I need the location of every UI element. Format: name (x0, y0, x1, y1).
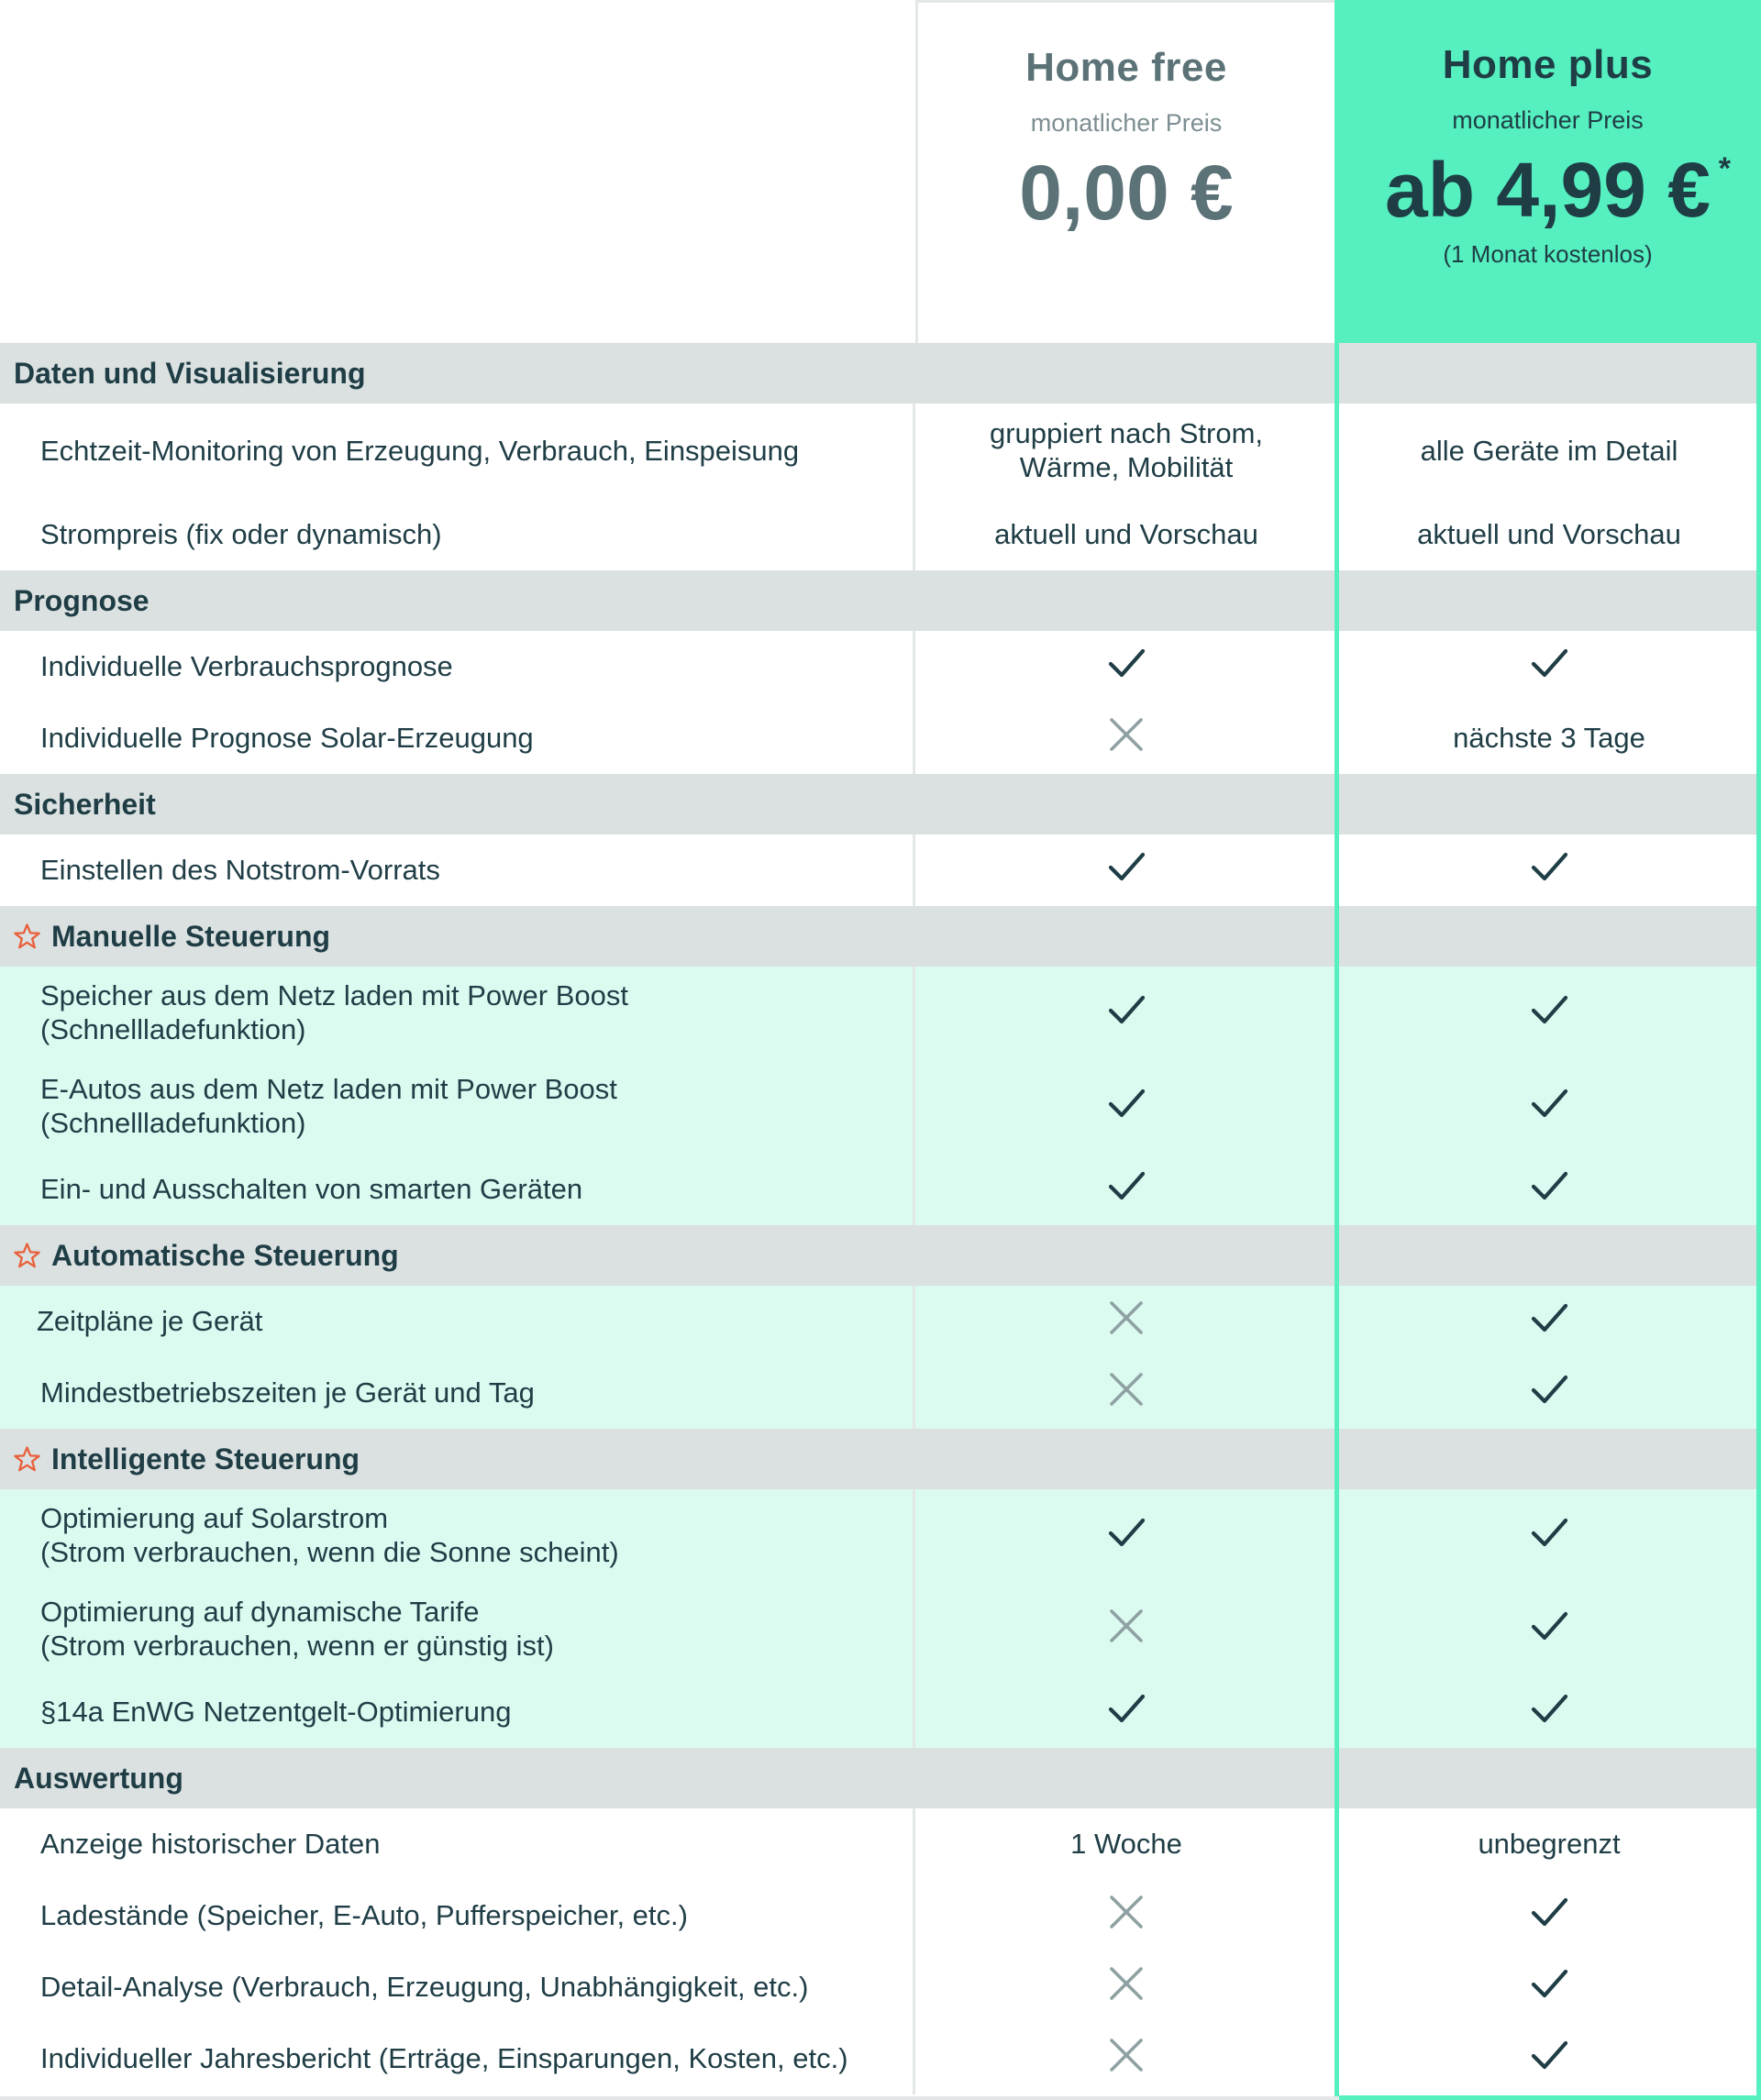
feature-label (0, 1154, 915, 1225)
check-icon (1525, 1294, 1573, 1350)
section-title (0, 1225, 915, 1286)
section-cell-free (915, 906, 1337, 967)
cross-icon (1102, 1365, 1150, 1421)
section-title-text: Sicherheit (14, 787, 156, 821)
feature-row-echtzeit-monitoring-von-erzeugung-verbra (0, 403, 1761, 499)
check-icon (1525, 986, 1573, 1042)
included-plus (1337, 1951, 1761, 2023)
included-plus (1337, 1880, 1761, 1951)
feature-value-text: alle Geräte im Detail (1420, 434, 1678, 467)
plan-subtitle-home-free: monatlicher Preis (1030, 109, 1223, 137)
feature-value-free (915, 1808, 1337, 1880)
feature-label (0, 702, 915, 774)
included-plus (1337, 967, 1761, 1060)
feature-label (0, 1357, 915, 1429)
feature-label (0, 631, 915, 702)
feature-label (0, 834, 915, 906)
section-title (0, 343, 915, 403)
feature-label (0, 403, 915, 499)
feature-label (0, 1676, 915, 1748)
feature-row-optimierung-auf-solarstrom-strom-verbrau (0, 1489, 1761, 1583)
included-plus (1337, 1357, 1761, 1429)
included-plus (1337, 2023, 1761, 2094)
included-plus (1337, 834, 1761, 906)
section-title (0, 774, 915, 834)
check-icon (1102, 843, 1150, 899)
not-included-free (915, 1357, 1337, 1429)
check-icon (1525, 639, 1573, 695)
feature-label (0, 967, 915, 1060)
check-icon (1525, 1685, 1573, 1741)
feature-row-ladestände-speicher-e-auto-pufferspeiche (0, 1880, 1761, 1951)
section-automatische-steuerung (0, 1225, 1761, 1286)
feature-label-text: Optimierung auf Solarstrom (Strom verbrauchen, wenn die Sonne scheint) (40, 1502, 619, 1568)
section-title (0, 570, 915, 631)
section-prognose (0, 570, 1761, 631)
section-auswertung (0, 1748, 1761, 1808)
feature-row-14a-enwg-netzentgelt-optimierung (0, 1676, 1761, 1748)
feature-row-individueller-jahresbericht-erträge-eins (0, 2023, 1761, 2094)
feature-label-text: Strompreis (fix oder dynamisch) (40, 517, 442, 550)
check-icon (1525, 2031, 1573, 2087)
feature-value-text: 1 Woche (1070, 1827, 1182, 1860)
section-cell-free (915, 343, 1337, 403)
section-cell-free (915, 1225, 1337, 1286)
section-cell-free (915, 774, 1337, 834)
check-icon (1102, 1162, 1150, 1218)
plan-price-home-plus (1385, 146, 1731, 235)
section-title-text: Daten und Visualisierung (14, 356, 366, 390)
plan-note-home-plus: (1 Monat kostenlos) (1443, 239, 1653, 268)
feature-label-text: §14a EnWG Netzentgelt-Optimierung (40, 1695, 512, 1728)
feature-label (0, 1583, 915, 1676)
feature-label-text: Anzeige historischer Daten (40, 1827, 381, 1860)
feature-label (0, 1880, 915, 1951)
feature-row-strompreis-fix-oder-dynamisch (0, 499, 1761, 570)
plan-header-home-plus (1335, 0, 1761, 343)
not-included-free (915, 702, 1337, 774)
check-icon (1525, 1960, 1573, 2016)
check-icon (1102, 1685, 1150, 1741)
section-cell-free (915, 1748, 1337, 1808)
feature-row-zeitpläne-je-gerät (0, 1286, 1761, 1357)
star-icon (12, 1444, 45, 1475)
feature-label (0, 1286, 915, 1357)
included-plus (1337, 1060, 1761, 1154)
included-plus (1337, 1583, 1761, 1676)
feature-label (0, 499, 915, 570)
feature-value-free (915, 499, 1337, 570)
feature-label (0, 1951, 915, 2023)
feature-row-individuelle-verbrauchsprognose (0, 631, 1761, 702)
check-icon (1525, 1079, 1573, 1135)
section-intelligente-steuerung (0, 1429, 1761, 1489)
feature-row-ein-und-ausschalten-von-smarten-geräten (0, 1154, 1761, 1225)
section-title (0, 1429, 915, 1489)
cross-icon (1102, 2031, 1150, 2087)
check-icon (1102, 1509, 1150, 1564)
check-icon (1102, 986, 1150, 1042)
included-free (915, 1489, 1337, 1583)
section-manuelle-steuerung (0, 906, 1761, 967)
included-plus (1337, 631, 1761, 702)
not-included-free (915, 1951, 1337, 2023)
feature-row-optimierung-auf-dynamische-tarife-strom- (0, 1583, 1761, 1676)
feature-value-plus (1337, 1808, 1761, 1880)
plan-header-home-free (915, 0, 1337, 343)
section-title-text: Intelligente Steuerung (51, 1442, 360, 1476)
feature-label-text: Echtzeit-Monitoring von Erzeugung, Verbrauch, Einspeisung (40, 434, 800, 467)
plan-price-home-plus-value: ab 4,99 € (1385, 147, 1711, 233)
not-included-free (915, 1583, 1337, 1676)
section-cell-plus (1337, 906, 1761, 967)
cross-icon (1102, 711, 1150, 767)
check-icon (1525, 843, 1573, 899)
feature-label-text: Zeitpläne je Gerät (37, 1304, 263, 1337)
section-title-text: Automatische Steuerung (51, 1238, 399, 1272)
star-icon (12, 1241, 45, 1271)
plan-name-home-plus: Home plus (1442, 42, 1654, 87)
feature-value-text: aktuell und Vorschau (1417, 517, 1681, 550)
feature-value-plus (1337, 499, 1761, 570)
feature-row-speicher-aus-dem-netz-laden-mit-power-bo (0, 967, 1761, 1060)
feature-label-text: Individueller Jahresbericht (Erträge, Einsparungen, Kosten, etc.) (40, 2041, 848, 2074)
feature-label-text: Individuelle Prognose Solar-Erzeugung (40, 721, 534, 754)
check-icon (1525, 1365, 1573, 1421)
cross-icon (1102, 1294, 1150, 1350)
plan-price-home-free: 0,00 € (1019, 149, 1234, 236)
section-cell-plus (1337, 570, 1761, 631)
cross-icon (1102, 1888, 1150, 1944)
included-plus (1337, 1286, 1761, 1357)
cross-icon (1102, 1602, 1150, 1658)
not-included-free (915, 1286, 1337, 1357)
section-daten-und-visualisierung (0, 343, 1761, 403)
feature-value-plus (1337, 403, 1761, 499)
plan-subtitle-home-plus: monatlicher Preis (1452, 106, 1644, 134)
feature-label (0, 1489, 915, 1583)
feature-value-plus (1337, 702, 1761, 774)
included-free (915, 1676, 1337, 1748)
feature-value-text: nächste 3 Tage (1453, 721, 1645, 754)
section-cell-free (915, 1429, 1337, 1489)
plan-name-home-free: Home free (1025, 45, 1227, 90)
included-free (915, 967, 1337, 1060)
feature-label-text: E-Autos aus dem Netz laden mit Power Boost (Schnellladefunktion) (40, 1073, 617, 1139)
feature-row-anzeige-historischer-daten (0, 1808, 1761, 1880)
section-cell-plus (1337, 774, 1761, 834)
included-free (915, 834, 1337, 906)
feature-value-text: unbegrenzt (1478, 1827, 1621, 1860)
included-plus (1337, 1489, 1761, 1583)
cross-icon (1102, 1960, 1150, 2016)
not-included-free (915, 1880, 1337, 1951)
section-title (0, 1748, 915, 1808)
included-plus (1337, 1154, 1761, 1225)
included-free (915, 1154, 1337, 1225)
star-icon (12, 922, 45, 952)
feature-label-text: Ladestände (Speicher, E-Auto, Pufferspeicher, etc.) (40, 1898, 688, 1931)
feature-row-einstellen-des-notstrom-vorrats (0, 834, 1761, 906)
feature-label-text: Individuelle Verbrauchsprognose (40, 649, 453, 682)
section-cell-plus (1337, 343, 1761, 403)
feature-row-mindestbetriebszeiten-je-gerät-und-tag (0, 1357, 1761, 1429)
feature-value-text: aktuell und Vorschau (994, 517, 1258, 550)
check-icon (1102, 1079, 1150, 1135)
feature-label-text: Ein- und Ausschalten von smarten Geräten (40, 1172, 583, 1205)
section-title-text: Auswertung (14, 1761, 183, 1795)
feature-label (0, 1808, 915, 1880)
section-cell-plus (1337, 1748, 1761, 1808)
included-free (915, 631, 1337, 702)
feature-label-text: Mindestbetriebszeiten je Gerät und Tag (40, 1376, 535, 1409)
feature-value-text: gruppiert nach Strom, Wärme, Mobilität (989, 417, 1264, 483)
feature-label (0, 2023, 915, 2094)
not-included-free (915, 2023, 1337, 2094)
feature-label-text: Einstellen des Notstrom-Vorrats (40, 853, 440, 886)
feature-row-detail-analyse-verbrauch-erzeugung-unabh (0, 1951, 1761, 2023)
section-title-text: Prognose (14, 583, 150, 617)
feature-row-individuelle-prognose-solar-erzeugung (0, 702, 1761, 774)
table-bottom-border (0, 2096, 1339, 2100)
check-icon (1102, 639, 1150, 695)
section-cell-free (915, 570, 1337, 631)
section-cell-plus (1337, 1429, 1761, 1489)
feature-label (0, 1060, 915, 1154)
section-title (0, 906, 915, 967)
check-icon (1525, 1162, 1573, 1218)
included-plus (1337, 1676, 1761, 1748)
section-cell-plus (1337, 1225, 1761, 1286)
feature-value-free (915, 403, 1337, 499)
check-icon (1525, 1509, 1573, 1564)
feature-label-text: Speicher aus dem Netz laden mit Power Boost (Schnellladefunktion) (40, 979, 628, 1045)
feature-label-text: Detail-Analyse (Verbrauch, Erzeugung, Unabhängigkeit, etc.) (40, 1970, 809, 2003)
price-footnote-mark: * (1718, 151, 1731, 186)
section-sicherheit (0, 774, 1761, 834)
section-title-text: Manuelle Steuerung (51, 919, 331, 953)
included-free (915, 1060, 1337, 1154)
check-icon (1525, 1888, 1573, 1944)
feature-label-text: Optimierung auf dynamische Tarife (Strom verbrauchen, wenn er günstig ist) (40, 1596, 554, 1662)
check-icon (1525, 1602, 1573, 1658)
feature-row-e-autos-aus-dem-netz-laden-mit-power-boo (0, 1060, 1761, 1154)
